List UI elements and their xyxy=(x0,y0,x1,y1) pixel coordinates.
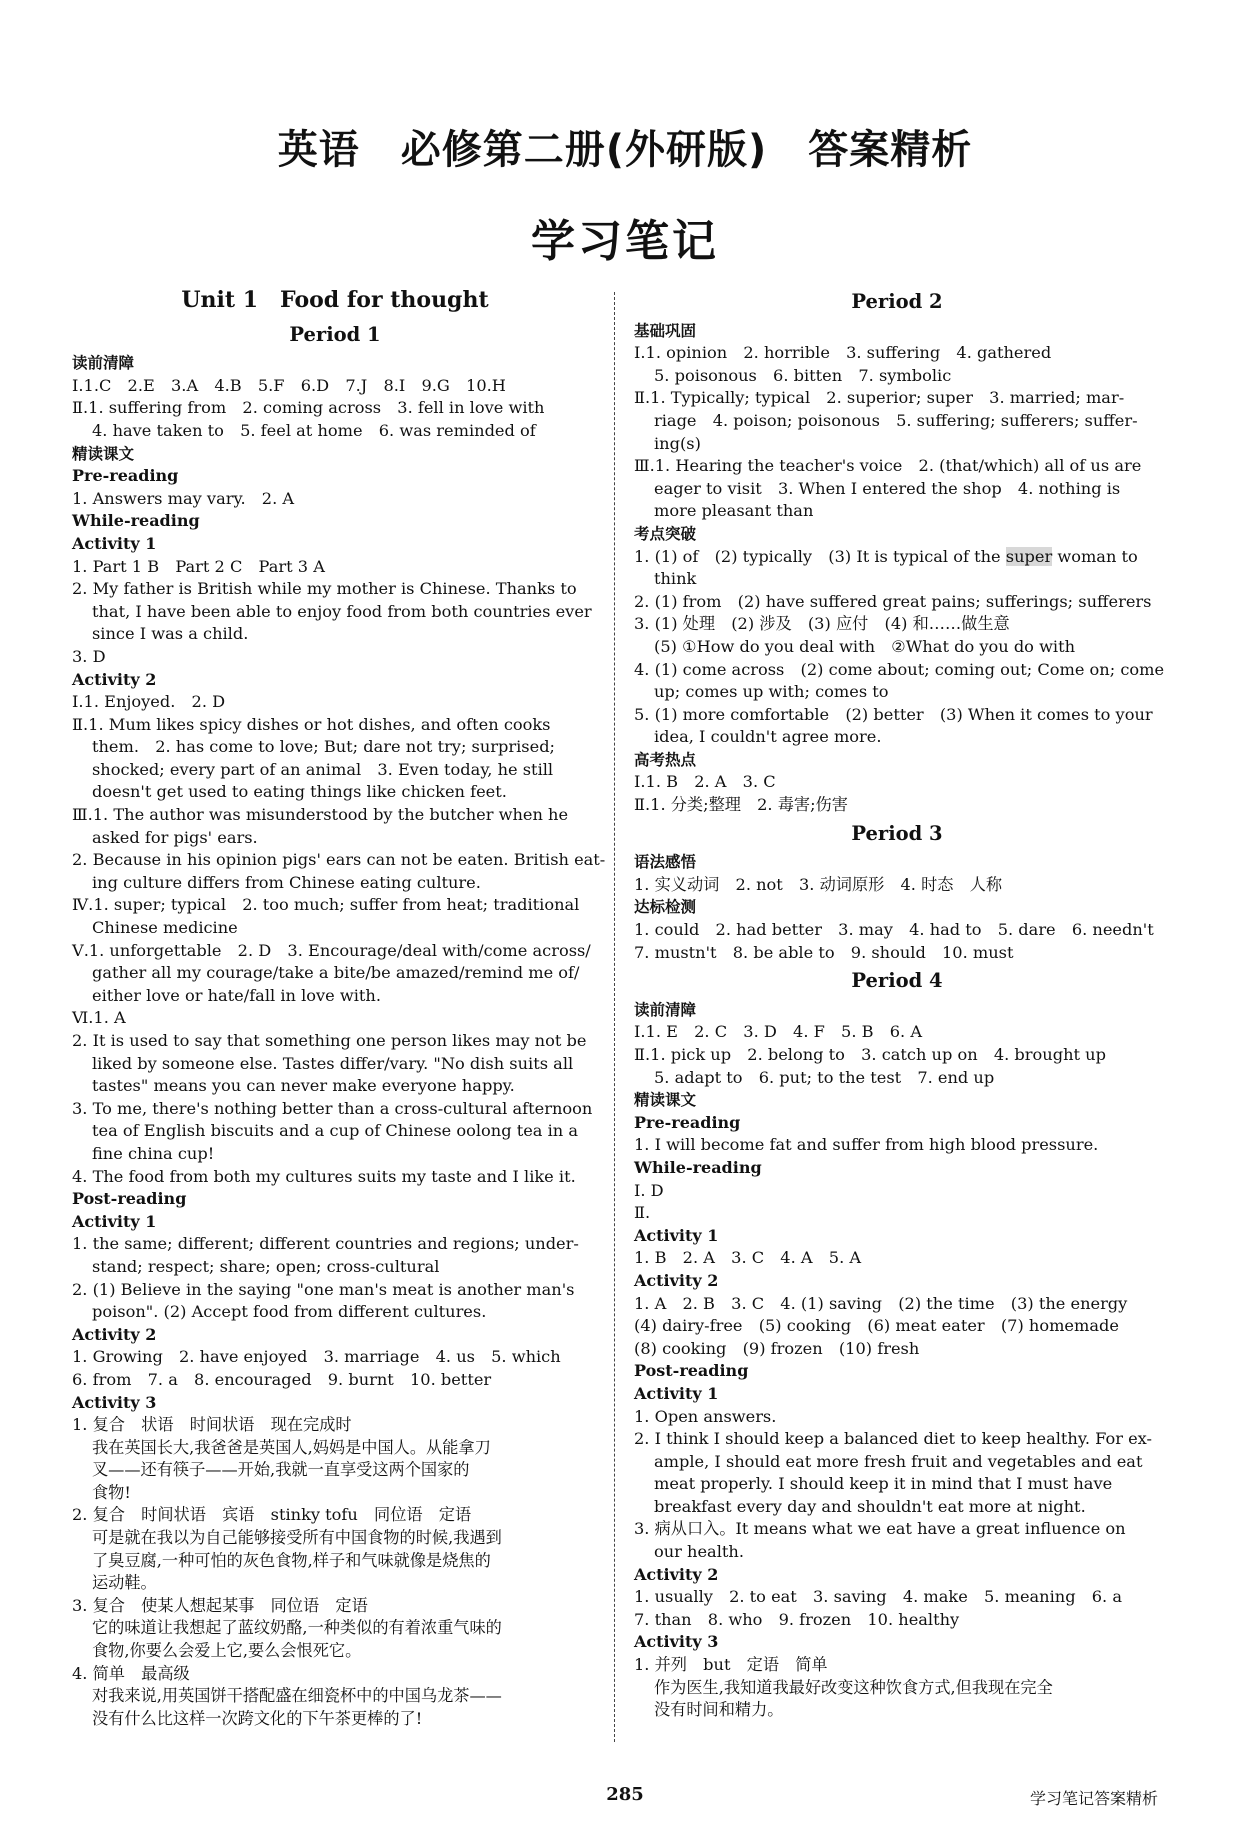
activity-heading: Activity 2 xyxy=(72,669,157,689)
answer-line: 2. My father is British while my mother is Chinese. Thanks to xyxy=(72,579,577,599)
answer-line: 1. the same; different; different countries and regions; under- xyxy=(72,1234,579,1254)
answer-line: ample, I should eat more fresh fruit and vegetables and eat xyxy=(654,1451,1143,1471)
answer-line: Ⅳ.1. super; typical 2. too much; suffer from heat; traditional xyxy=(72,895,580,915)
answer-line: more pleasant than xyxy=(654,501,814,521)
answer-line: liked by someone else. Tastes differ/vary. "No dish suits all xyxy=(92,1053,574,1073)
section-heading: 高考热点 xyxy=(634,750,697,769)
answer-line: 1. could 2. had better 3. may 4. had to 5. dare 6. needn't xyxy=(634,920,1154,940)
answer-line: 1. A 2. B 3. C 4. (1) saving (2) the time (3) the energy xyxy=(634,1293,1128,1313)
main-title: 英语 必修第二册(外研版) 答案精析 xyxy=(277,127,973,173)
answer-line: 1. usually 2. to eat 3. saving 4. make 5. meaning 6. a xyxy=(634,1587,1122,1607)
section-heading: 语法感悟 xyxy=(634,853,697,872)
answer-line: Ⅱ.1. 分类;整理 2. 毒害;伤害 xyxy=(634,795,848,815)
answer-line: 4. have taken to 5. feel at home 6. was reminded of xyxy=(92,420,536,440)
answer-line: meat properly. I should keep it in mind that I must have xyxy=(654,1474,1113,1494)
answer-line: 可是就在我以为自己能够接受所有中国食物的时候,我遇到 xyxy=(92,1528,502,1548)
answer-line: 2. (1) Believe in the saying "one man's meat is another man's xyxy=(72,1279,575,1299)
answer-line: 没有时间和精力。 xyxy=(654,1700,784,1720)
highlighted-word: super xyxy=(1005,546,1053,566)
section-heading: 读前清障 xyxy=(72,354,135,373)
section-title: 学习笔记 xyxy=(531,216,719,267)
answer-line: Ⅲ.1. The author was misunderstood by the butcher when he xyxy=(72,805,569,825)
answer-line: 了臭豆腐,一种可怕的灰色食物,样子和气味就像是烧焦的 xyxy=(92,1550,491,1570)
answer-text: woman to xyxy=(1052,546,1138,566)
answer-line: 2. I think I should keep a balanced diet to keep healthy. For ex- xyxy=(634,1429,1152,1449)
answer-line: 3. (1) 处理 (2) 涉及 (3) 应付 (4) 和……做生意 xyxy=(634,614,1010,634)
answer-line: 作为医生,我知道我最好改变这种饮食方式,但我现在完全 xyxy=(654,1677,1053,1697)
answer-line: 5. poisonous 6. bitten 7. symbolic xyxy=(654,365,952,385)
answer-line: breakfast every day and shouldn't eat more at night. xyxy=(654,1496,1086,1516)
subsection-heading: Post-reading xyxy=(634,1361,749,1381)
period-heading: Period 4 xyxy=(851,969,943,993)
answer-line: 我在英国长大,我爸爸是英国人,妈妈是中国人。从能拿刀 xyxy=(92,1437,491,1457)
section-heading: 考点突破 xyxy=(634,524,697,543)
activity-heading: Activity 1 xyxy=(72,533,157,553)
activity-heading: Activity 3 xyxy=(634,1632,719,1652)
answer-line: Ⅱ. xyxy=(634,1203,651,1223)
answer-line: 7. than 8. who 9. frozen 10. healthy xyxy=(634,1609,960,1629)
answer-line: 4. (1) come across (2) come about; coming out; Come on; come xyxy=(634,659,1165,679)
activity-heading: Activity 2 xyxy=(72,1324,157,1344)
answer-line: Ⅰ.1. B 2. A 3. C xyxy=(634,772,776,792)
answer-line: Ⅵ.1. A xyxy=(72,1008,126,1028)
subsection-heading: Post-reading xyxy=(72,1189,187,1209)
activity-heading: Activity 2 xyxy=(634,1564,719,1584)
answer-line: 3. D xyxy=(72,646,106,666)
answer-line: 1. 并列 but 定语 简单 xyxy=(634,1655,828,1675)
subsection-heading: Pre-reading xyxy=(634,1112,741,1132)
answer-line: Ⅱ.1. pick up 2. belong to 3. catch up on 4. brought up xyxy=(634,1045,1106,1064)
answer-line: (8) cooking (9) frozen (10) fresh xyxy=(634,1338,920,1358)
answer-line: 1. Open answers. xyxy=(634,1406,777,1426)
answer-line: 2. It is used to say that something one person likes may not be xyxy=(72,1031,587,1050)
section-heading: 达标检测 xyxy=(634,898,697,917)
column-divider xyxy=(614,292,615,1742)
answer-line: that, I have been able to enjoy food from both countries ever xyxy=(92,601,592,621)
answer-line: eager to visit 3. When I entered the shop 4. nothing is xyxy=(654,478,1121,498)
answer-line: 1. 复合 状语 时间状语 现在完成时 xyxy=(72,1415,352,1435)
answer-line: tea of English biscuits and a cup of Chinese oolong tea in a xyxy=(92,1121,578,1141)
unit-title: Unit 1 Food for thought xyxy=(181,287,489,313)
period-heading: Period 1 xyxy=(289,322,381,346)
answer-line: 4. 简单 最高级 xyxy=(72,1663,190,1683)
answer-line: 2. Because in his opinion pigs' ears can not be eaten. British eat- xyxy=(72,850,606,870)
answer-line: fine china cup! xyxy=(92,1143,215,1163)
answer-line: 1. 实义动词 2. not 3. 动词原形 4. 时态 人称 xyxy=(634,874,1003,894)
answer-line: them. 2. has come to love; But; dare not try; surprised; xyxy=(92,737,556,757)
answer-line: Ⅰ.1. Enjoyed. 2. D xyxy=(72,692,226,712)
answer-line: 3. 病从口入。It means what we eat have a great influence on xyxy=(634,1519,1126,1539)
answer-line xyxy=(634,546,1160,569)
answer-line: up; comes up with; comes to xyxy=(654,682,889,702)
period-heading: Period 2 xyxy=(851,290,943,313)
answer-line: since I was a child. xyxy=(92,624,249,644)
answer-line: 1. Growing 2. have enjoyed 3. marriage 4. us 5. which xyxy=(72,1347,561,1367)
answer-line: 7. mustn't 8. be able to 9. should 10. must xyxy=(634,942,1014,962)
answer-line: (4) dairy-free (5) cooking (6) meat eater (7) homemade xyxy=(634,1316,1119,1336)
answer-line: 4. The food from both my cultures suits my taste and I like it. xyxy=(72,1166,576,1186)
answer-line: 食物! xyxy=(92,1482,131,1502)
answer-line: 3. 复合 使某人想起某事 同位语 定语 xyxy=(72,1595,368,1615)
answer-line: Ⅰ. D xyxy=(634,1180,664,1200)
section-heading: 精读课文 xyxy=(72,444,135,463)
answer-line: 没有什么比这样一次跨文化的下午茶更棒的了! xyxy=(92,1708,423,1728)
subsection-heading: Pre-reading xyxy=(72,466,179,486)
answer-line: Ⅰ.1. opinion 2. horrible 3. suffering 4. gathered xyxy=(634,343,1052,363)
answer-line: our health. xyxy=(654,1542,744,1562)
answer-line: Ⅰ.1.C 2.E 3.A 4.B 5.F 6.D 7.J 8.I 9.G 10.H xyxy=(72,375,506,395)
answer-line: 3. To me, there's nothing better than a cross-cultural afternoon xyxy=(72,1098,593,1118)
answer-line: ing culture differs from Chinese eating culture. xyxy=(92,872,481,892)
right-column xyxy=(634,285,1165,1722)
answer-line: Ⅰ.1. E 2. C 3. D 4. F 5. B 6. A xyxy=(634,1022,923,1042)
answer-line: 5. (1) more comfortable (2) better (3) When it comes to your xyxy=(634,704,1153,724)
section-heading: 读前清障 xyxy=(634,1000,697,1019)
period-heading: Period 3 xyxy=(851,821,943,845)
answer-line: idea, I couldn't agree more. xyxy=(654,727,882,747)
subsection-heading: While-reading xyxy=(72,511,200,531)
answer-line: ing(s) xyxy=(654,433,701,453)
answer-line: 1. B 2. A 3. C 4. A 5. A xyxy=(634,1248,862,1268)
answer-line: gather all my courage/take a bite/be amazed/remind me of/ xyxy=(92,963,580,983)
answer-line: 1. Answers may vary. 2. A xyxy=(72,488,295,508)
answer-line: Ⅱ.1. suffering from 2. coming across 3. fell in love with xyxy=(72,398,545,418)
answer-line: 5. adapt to 6. put; to the test 7. end up xyxy=(654,1067,995,1087)
activity-heading: Activity 1 xyxy=(634,1383,719,1403)
answer-line: 它的味道让我想起了蓝纹奶酪,一种类似的有着浓重气味的 xyxy=(92,1618,502,1638)
answer-line: Ⅲ.1. Hearing the teacher's voice 2. (that/which) all of us are xyxy=(634,456,1142,476)
answer-line: 运动鞋。 xyxy=(92,1573,157,1593)
activity-heading: Activity 3 xyxy=(72,1392,157,1412)
section-heading: 精读课文 xyxy=(634,1091,697,1110)
answer-line: poison". (2) Accept food from different cultures. xyxy=(92,1302,487,1322)
answer-line: 1. I will become fat and suffer from high blood pressure. xyxy=(634,1135,1099,1155)
activity-heading: Activity 1 xyxy=(634,1225,719,1245)
answer-line: think xyxy=(654,569,697,589)
subsection-heading: While-reading xyxy=(634,1157,762,1177)
footer-label: 学习笔记答案精析 xyxy=(1029,1789,1158,1808)
page-number: 285 xyxy=(606,1784,644,1805)
answer-line: 食物,你要么会爱上它,要么会恨死它。 xyxy=(92,1641,362,1661)
left-column xyxy=(72,285,606,1730)
activity-heading: Activity 2 xyxy=(634,1270,719,1290)
answer-line: Ⅱ.1. Typically; typical 2. superior; super 3. married; mar- xyxy=(634,388,1125,408)
answer-line: asked for pigs' ears. xyxy=(92,827,258,847)
answer-line: 6. from 7. a 8. encouraged 9. burnt 10. better xyxy=(72,1369,492,1389)
answer-line: doesn't get used to eating things like chicken feet. xyxy=(92,782,507,802)
answer-line: Ⅴ.1. unforgettable 2. D 3. Encourage/deal with/come across/ xyxy=(72,940,591,960)
answer-line: Ⅱ.1. Mum likes spicy dishes or hot dishes, and often cooks xyxy=(72,714,551,734)
answer-text: 1. (1) of (2) typically (3) It is typical of the xyxy=(634,546,1006,566)
answer-line: 2. 复合 时间状语 宾语 stinky tofu 同位语 定语 xyxy=(72,1505,472,1525)
section-heading: 基础巩固 xyxy=(634,321,697,340)
answer-line: shocked; every part of an animal 3. Even today, he still xyxy=(92,759,554,779)
answer-line: tastes" means you can never make everyone happy. xyxy=(92,1076,515,1096)
answer-line: Chinese medicine xyxy=(92,918,238,938)
answer-line: riage 4. poison; poisonous 5. suffering; sufferers; suffer- xyxy=(654,410,1138,430)
answer-line: 1. Part 1 B Part 2 C Part 3 A xyxy=(72,556,325,576)
answer-line: (5) ①How do you deal with ②What do you do with xyxy=(654,636,1076,656)
answer-line: 对我来说,用英国饼干搭配盛在细瓷杯中的中国乌龙茶—— xyxy=(92,1686,502,1706)
activity-heading: Activity 1 xyxy=(72,1211,157,1231)
answer-line: 2. (1) from (2) have suffered great pains; sufferings; sufferers xyxy=(634,591,1152,611)
answer-line: stand; respect; share; open; cross-cultural xyxy=(92,1256,440,1276)
answer-line: 叉——还有筷子——开始,我就一直享受这两个国家的 xyxy=(92,1460,470,1480)
answer-line: either love or hate/fall in love with. xyxy=(92,985,381,1005)
